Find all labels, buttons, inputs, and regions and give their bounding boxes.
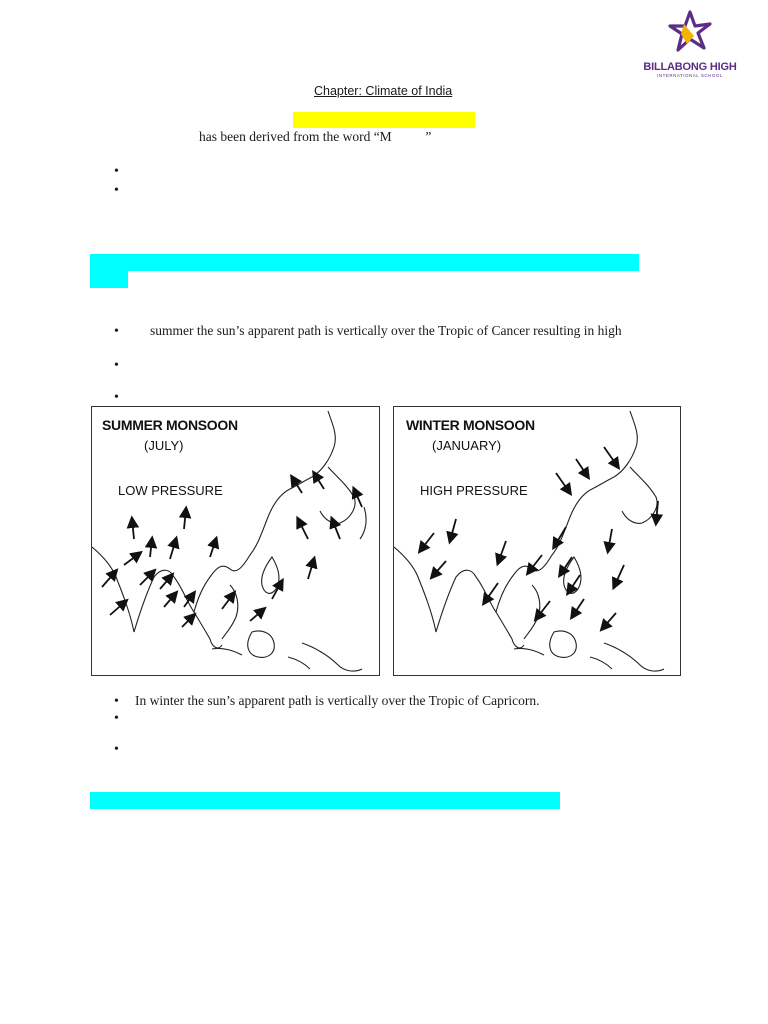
summer-monsoon-map	[91, 406, 380, 676]
summer-map-title: SUMMER MONSOON	[102, 417, 238, 433]
logo-subtext: INTERNATIONAL SCHOOL	[657, 73, 723, 78]
winter-map-title: WINTER MONSOON	[406, 417, 535, 433]
logo-text: BILLABONG HIGH	[643, 61, 737, 73]
bullet-marker: •	[114, 324, 119, 339]
star-logo-icon	[640, 8, 740, 56]
winter-monsoon-map	[393, 406, 681, 676]
bullet-marker: •	[114, 390, 119, 405]
bullet-marker: •	[114, 711, 119, 726]
summer-map-month: (JULY)	[144, 438, 184, 453]
chapter-title: Chapter: Climate of India	[314, 84, 453, 98]
high-pressure-label: HIGH PRESSURE	[420, 483, 528, 498]
cyan-highlight-heading-2	[90, 792, 560, 809]
derived-from-line: has been derived from the word “M ”	[199, 129, 432, 144]
winter-map-month: (JANUARY)	[432, 438, 502, 453]
cyan-highlight-heading	[90, 254, 639, 271]
yellow-highlight-heading	[293, 112, 475, 128]
low-pressure-label: LOW PRESSURE	[118, 483, 223, 498]
bullet-marker: •	[114, 358, 119, 373]
bullet-marker: •	[114, 742, 119, 757]
summer-map-drawing	[92, 407, 379, 675]
bullet-marker: •	[114, 164, 119, 179]
bullet-marker: •	[114, 694, 119, 709]
bullet-marker: •	[114, 183, 119, 198]
cyan-highlight-heading-cont	[90, 271, 128, 288]
summer-sun-path-text: summer the sun’s apparent path is vertically over the Tropic of Cancer resulting in high	[150, 323, 622, 338]
winter-sun-path-text: In winter the sun’s apparent path is vertically over the Tropic of Capricorn.	[135, 693, 540, 708]
wind-arrow-icon	[102, 473, 362, 627]
winter-map-drawing	[394, 407, 680, 675]
school-logo	[640, 8, 740, 84]
